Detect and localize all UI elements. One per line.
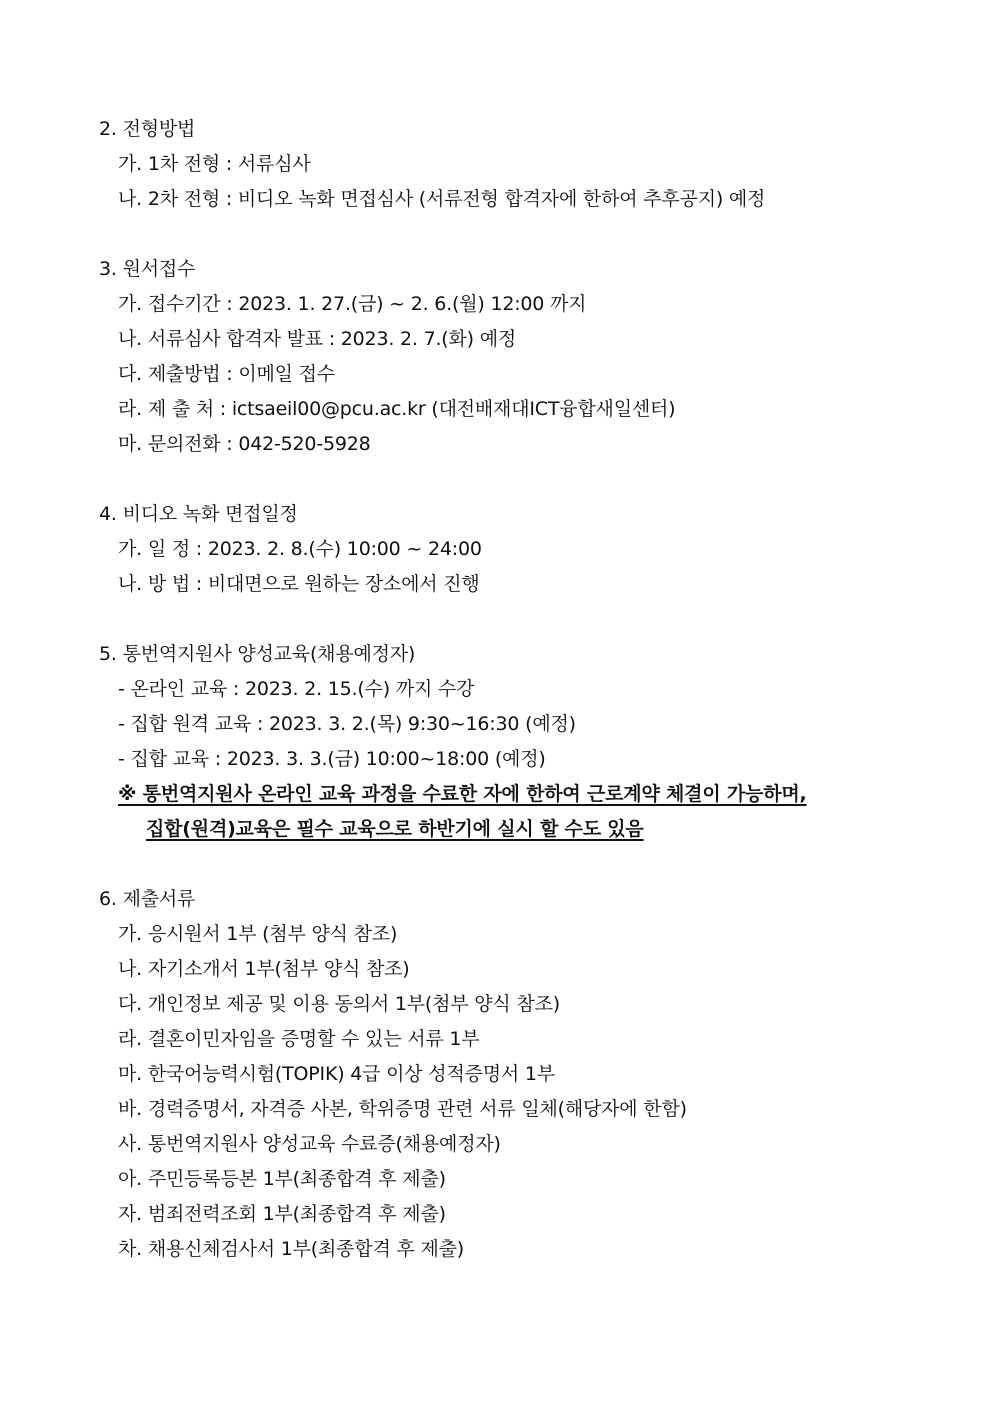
- notice-line-1: ※ 통번역지원사 온라인 교육 과정을 수료한 자에 한하여 근로계약 체결이 가능하며,: [118, 783, 807, 805]
- section-heading-selection-method: 2. 전형방법: [99, 118, 196, 140]
- list-item: 바. 경력증명서, 자격증 사본, 학위증명 관련 서류 일체(해당자에 한함): [118, 1098, 687, 1120]
- list-item: 가. 응시원서 1부 (첨부 양식 참조): [118, 923, 398, 945]
- list-item: 가. 접수기간 : 2023. 1. 27.(금) ~ 2. 6.(월) 12:00 까지: [118, 293, 587, 315]
- list-item: 다. 개인정보 제공 및 이용 동의서 1부(첨부 양식 참조): [118, 993, 560, 1015]
- list-item: 라. 제 출 처 : ictsaeil00@pcu.ac.kr (대전배재대ICT융합새일센터): [118, 398, 676, 420]
- list-item: - 온라인 교육 : 2023. 2. 15.(수) 까지 수강: [118, 678, 475, 700]
- section-heading-interview-schedule: 4. 비디오 녹화 면접일정: [99, 503, 298, 525]
- section-heading-training: 5. 통번역지원사 양성교육(채용예정자): [99, 643, 416, 665]
- list-item: 나. 서류심사 합격자 발표 : 2023. 2. 7.(화) 예정: [118, 328, 517, 350]
- list-item: 나. 자기소개서 1부(첨부 양식 참조): [118, 958, 410, 980]
- list-item: - 집합 원격 교육 : 2023. 3. 2.(목) 9:30~16:30 (예정): [118, 713, 576, 735]
- list-item: 아. 주민등록등본 1부(최종합격 후 제출): [118, 1168, 446, 1190]
- list-item: 사. 통번역지원사 양성교육 수료증(채용예정자): [118, 1133, 501, 1155]
- list-item: - 집합 교육 : 2023. 3. 3.(금) 10:00~18:00 (예정): [118, 748, 546, 770]
- list-item: 라. 결혼이민자임을 증명할 수 있는 서류 1부: [118, 1028, 480, 1050]
- list-item: 마. 한국어능력시험(TOPIK) 4급 이상 성적증명서 1부: [118, 1063, 555, 1085]
- list-item: 차. 채용신체검사서 1부(최종합격 후 제출): [118, 1238, 464, 1260]
- notice-line-2: 집합(원격)교육은 필수 교육으로 하반기에 실시 할 수도 있음: [146, 818, 644, 840]
- list-item: 마. 문의전화 : 042-520-5928: [118, 433, 371, 455]
- list-item: 다. 제출방법 : 이메일 접수: [118, 363, 335, 385]
- section-heading-documents: 6. 제출서류: [99, 888, 196, 910]
- list-item: 가. 1차 전형 : 서류심사: [118, 153, 311, 175]
- list-item: 나. 2차 전형 : 비디오 녹화 면접심사 (서류전형 합격자에 한하여 추후공지) 예정: [118, 188, 766, 210]
- section-heading-application: 3. 원서접수: [99, 258, 196, 280]
- list-item: 자. 범죄전력조회 1부(최종합격 후 제출): [118, 1203, 446, 1225]
- list-item: 나. 방 법 : 비대면으로 원하는 장소에서 진행: [118, 573, 480, 595]
- list-item: 가. 일 정 : 2023. 2. 8.(수) 10:00 ~ 24:00: [118, 538, 482, 560]
